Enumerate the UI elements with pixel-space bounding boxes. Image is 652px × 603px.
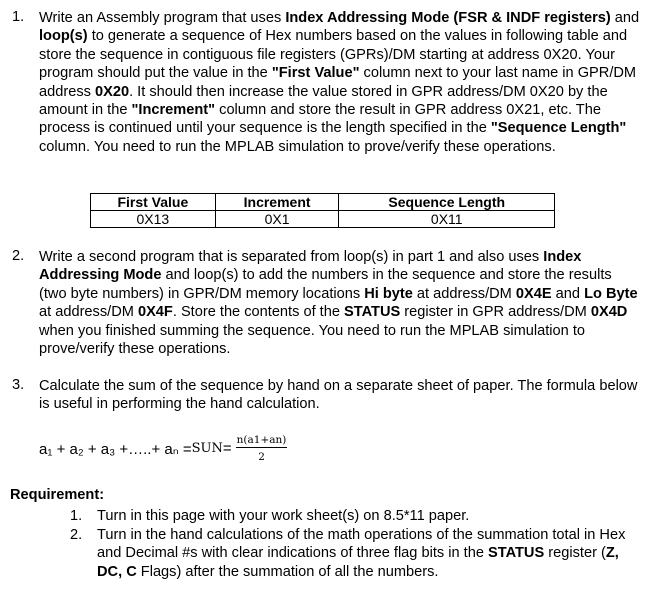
cell-increment: 0X1 xyxy=(215,211,339,228)
requirement-item-1 xyxy=(70,507,640,525)
question-2-text: Write a second program that is separated from loop(s) in part 1 and also uses Index Addressing Mode and loop(s) to add the numbers in the sequence and store the results (two byte numbers) in GPR/DM memory locations Hi byte at address/DM 0X4E and Lo Byte at address/DM 0X4F. Store the contents of the STATUS register in GPR address/DM 0X4D when you finished summing the sequence. You need to run the MPLAB simulation to prove/verify these operations. xyxy=(39,249,638,358)
question-3-number: 3. xyxy=(12,377,25,393)
requirement-item-number: 2. xyxy=(70,527,83,543)
question-2 xyxy=(12,248,640,358)
formula-sun: SUN xyxy=(191,441,223,456)
question-2-number: 2. xyxy=(12,248,25,264)
header-increment: Increment xyxy=(215,194,339,211)
question-3 xyxy=(12,377,640,414)
table-row xyxy=(91,211,555,228)
cell-sequence-length: 0X11 xyxy=(339,211,555,228)
formula-lhs: a₁ + a₂ + a₃ +…..+ aₙ = xyxy=(39,440,192,458)
question-1-number: 1. xyxy=(12,9,25,25)
formula-fraction xyxy=(236,434,288,463)
header-sequence-length: Sequence Length xyxy=(339,194,555,211)
formula-numerator: n(a1+an) xyxy=(236,434,287,446)
requirement-item-text: Turn in the hand calculations of the math operations of the summation total in Hex and Decimal #s with clear indications of three flag bits in the STATUS register (Z, DC, C Flags) after the summation of all the numbers. xyxy=(97,527,626,580)
requirement-item-text: Turn in this page with your work sheet(s) on 8.5*11 paper. xyxy=(97,508,470,524)
requirement-title: Requirement: xyxy=(10,487,105,503)
requirement-item-2 xyxy=(70,526,640,581)
header-first-value: First Value xyxy=(91,194,216,211)
sum-formula xyxy=(39,434,287,463)
formula-equals: = xyxy=(222,440,232,457)
question-1-text: Write an Assembly program that uses Index Addressing Mode (FSR & INDF registers) and loop(s) to generate a sequence of Hex numbers based on the values in following table and store the sequence in contiguous file registers (GPRs)/DM starting at address 0X20. Your program should put the value in the "First Value" column next to your last name in GPR/DM address 0X20. It should then increase the value stored in GPR address/DM 0X20 by the amount in the "Increment" column and store the result in GPR address 0X21, etc. The process is continued until your sequence is the length specified in the "Sequence Length" column. You need to run the MPLAB simulation to prove/verify these operations. xyxy=(39,10,640,155)
question-3-text: Calculate the sum of the sequence by hand on a separate sheet of paper. The formula below is useful in performing the hand calculation. xyxy=(39,378,638,413)
requirement-item-number: 1. xyxy=(70,508,83,524)
parameters-table xyxy=(90,193,555,228)
question-1 xyxy=(12,9,640,156)
cell-first-value: 0X13 xyxy=(91,211,216,228)
formula-denominator: 2 xyxy=(258,451,265,463)
table-header-row xyxy=(91,194,555,211)
